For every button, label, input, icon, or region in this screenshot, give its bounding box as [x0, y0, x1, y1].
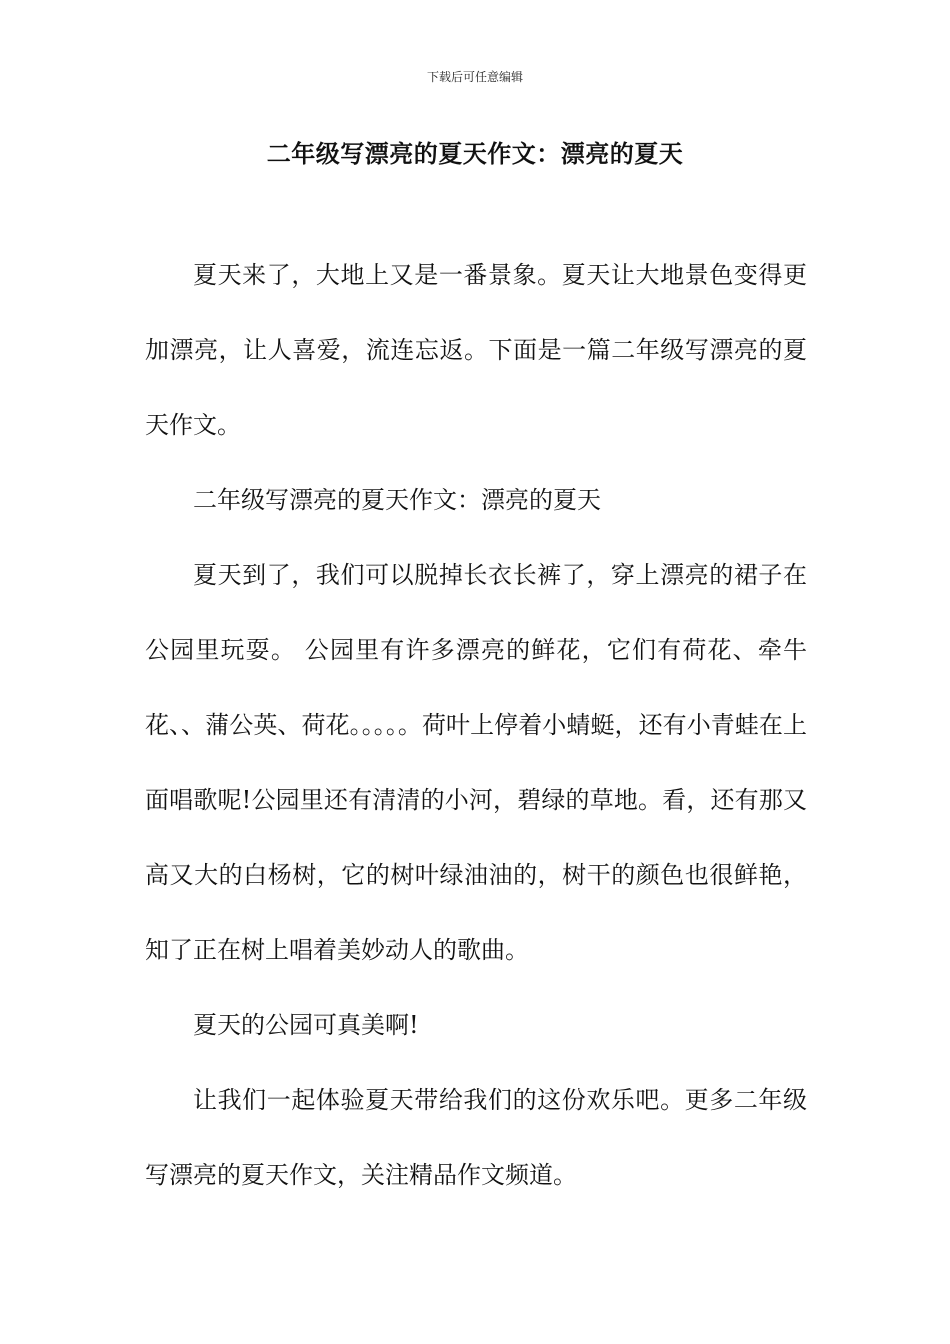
document-title: 二年级写漂亮的夏天作文：漂亮的夏天: [266, 139, 684, 168]
paragraph-subtitle: 二年级写漂亮的夏天作文：漂亮的夏天: [193, 486, 601, 514]
document-body: [145, 238, 807, 1213]
paragraph-exclaim: 夏天的公园可真美啊!: [193, 1011, 419, 1039]
paragraph-intro: 夏天来了，大地上又是一番景象。夏天让大地景色变得更加漂亮，让人喜爱，流连忘返。下面是一篇二年级写漂亮的夏天作文。: [145, 261, 807, 439]
header-note: 下载后可任意编辑: [426, 70, 523, 84]
paragraph-closing: 让我们一起体验夏天带给我们的这份欢乐吧。更多二年级写漂亮的夏天作文，关注精品作文频道。: [145, 1086, 807, 1189]
paragraph-park: 夏天到了，我们可以脱掉长衣长裤了，穿上漂亮的裙子在公园里玩耍。 公园里有许多漂亮的鲜花，它们有荷花、牵牛花、、蒲公英、荷花。。。。。荷叶上停着小蜻蜓，还有小青蛙在上面唱歌呢!公园里还有清清的小河，碧绿的草地。看，还有那又高又大的白杨树，它的树叶绿油油的，树干的颜色也很鲜艳，知了正在树上唱着美妙动人的歌曲。: [145, 561, 807, 964]
